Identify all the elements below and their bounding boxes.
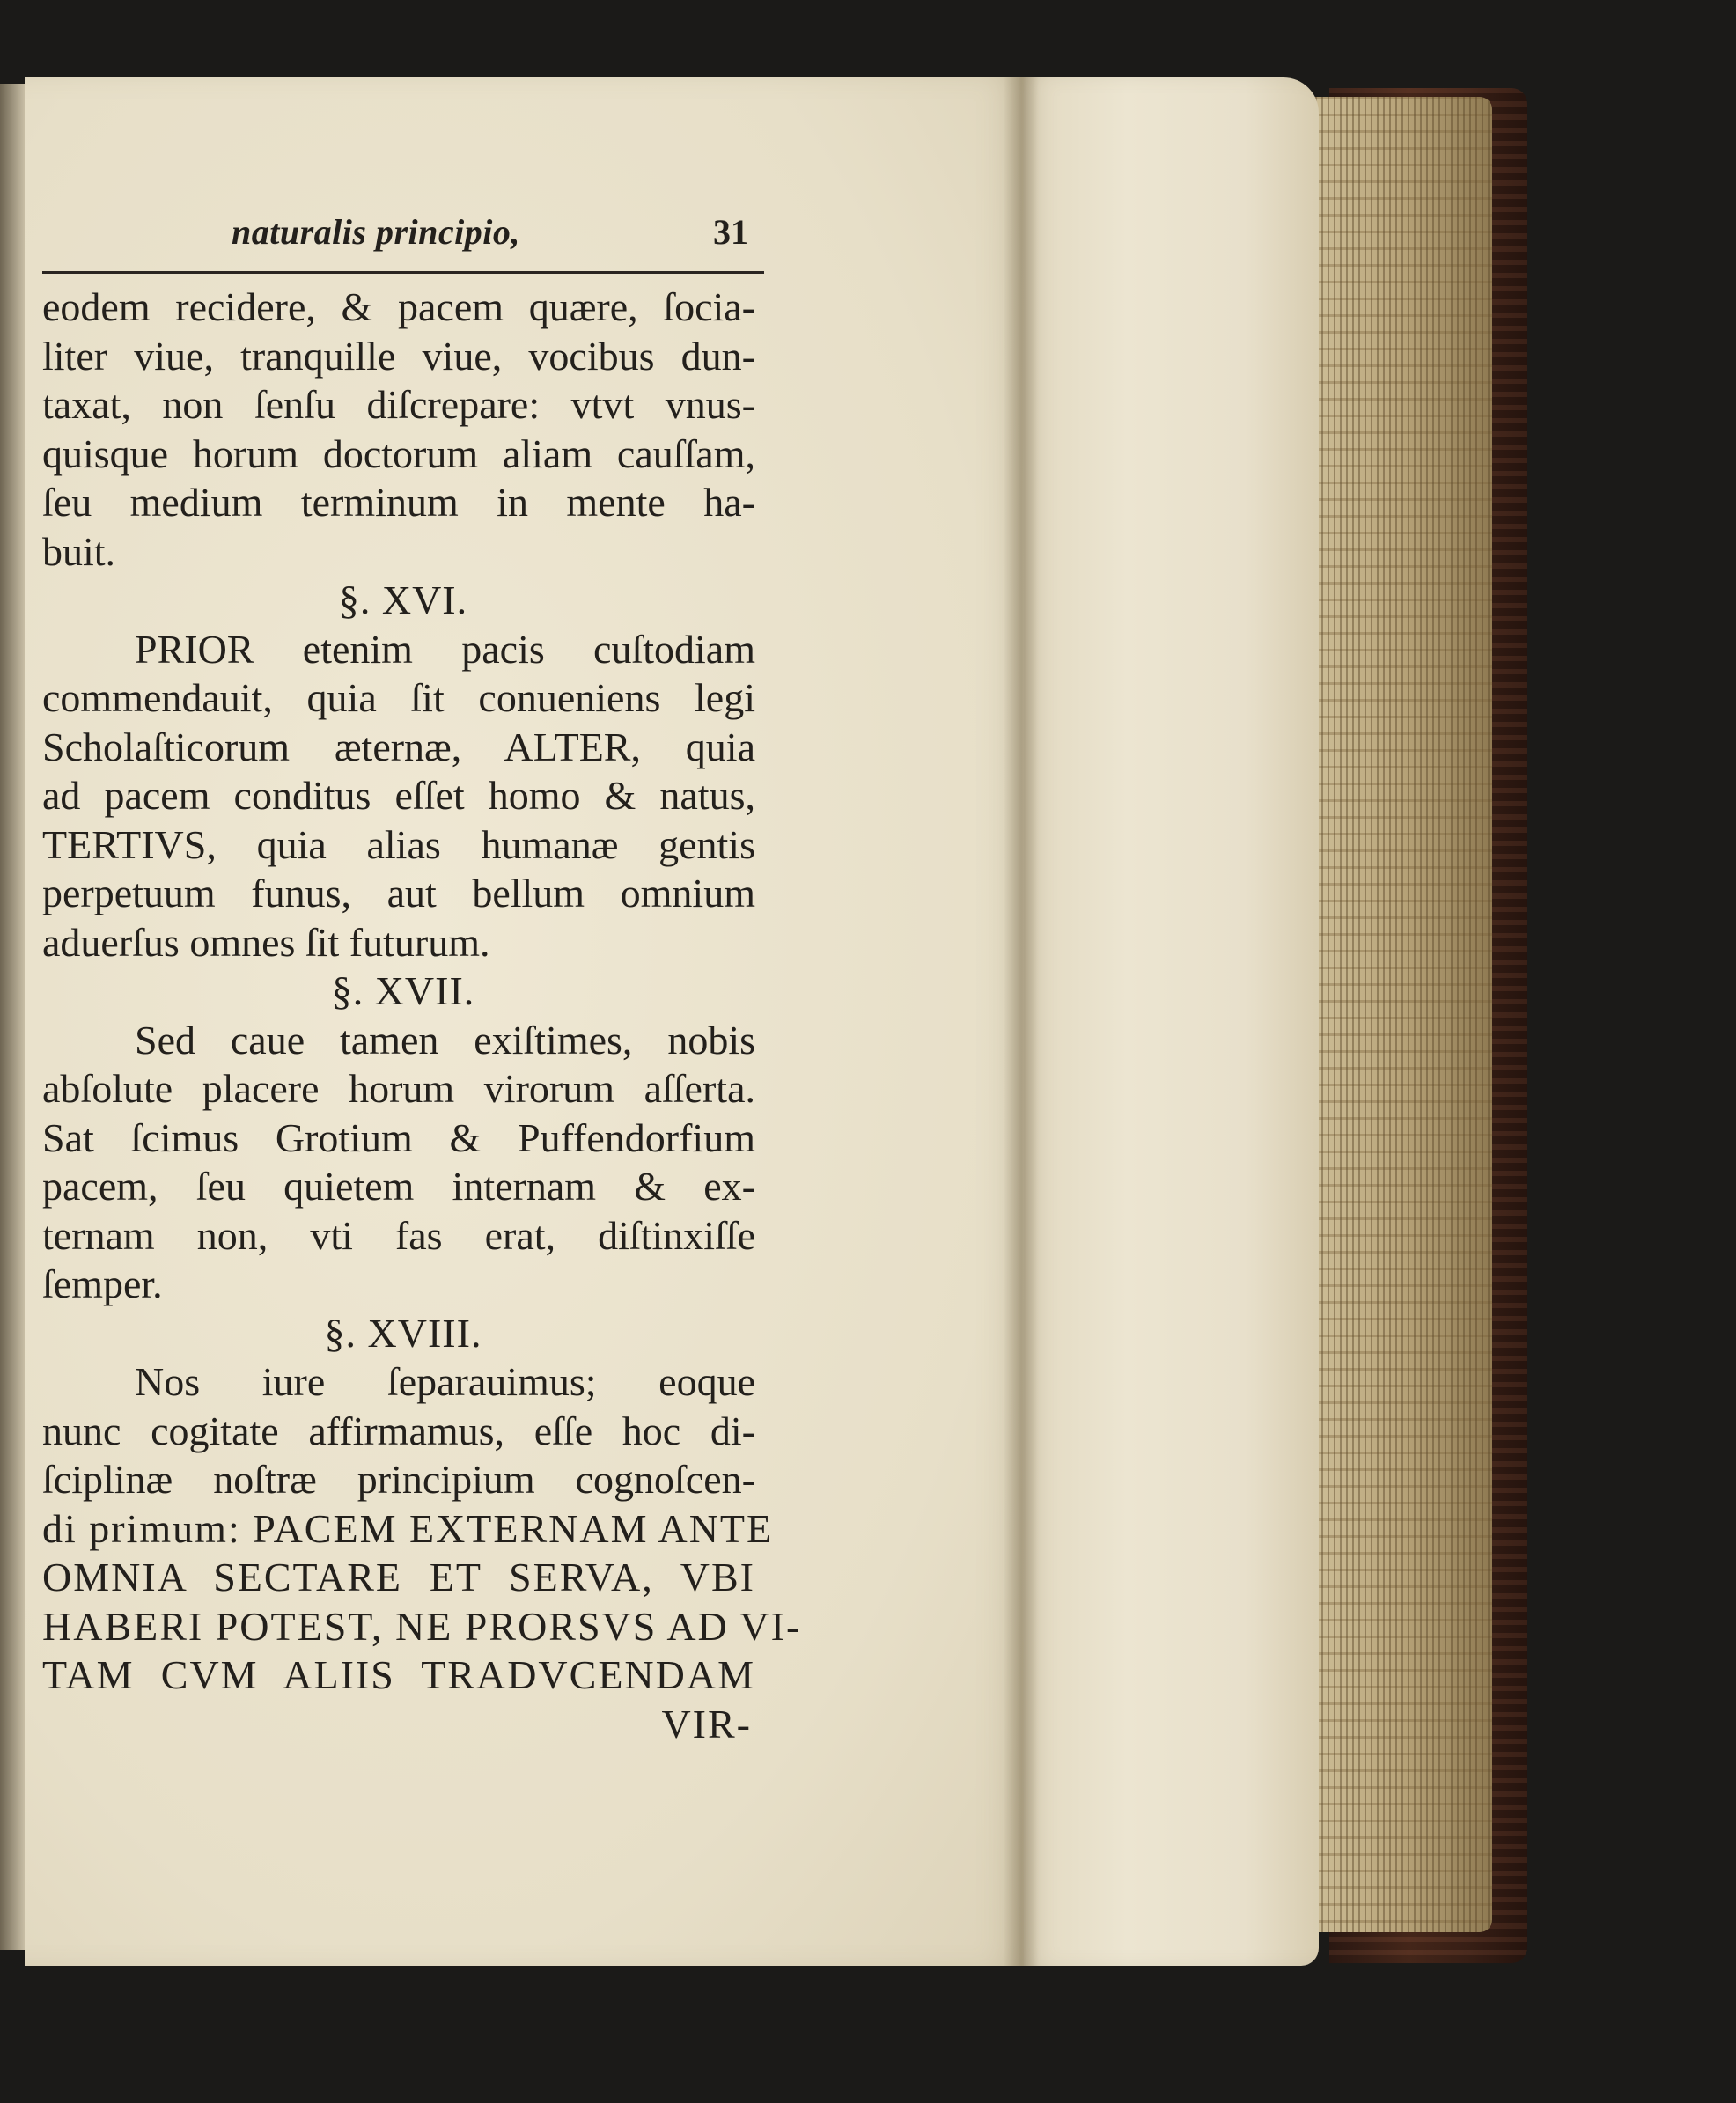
page-text-block: [42, 211, 802, 1748]
text-line: nunc cogitate affirmamus, eſſe hoc di-: [42, 1408, 755, 1453]
text-line: liter viue, tranquille viue, vocibus dun-: [42, 333, 755, 379]
catchword: VIR-: [661, 1701, 752, 1746]
text-line: taxat, non ſenſu diſcrepare: vtvt vnus-: [42, 382, 755, 427]
text-line: aduerſus omnes ſit futurum.: [42, 919, 490, 965]
text-line: buit.: [42, 528, 116, 574]
text-line: ſeu medium terminum in mente ha-: [42, 480, 755, 525]
text-line: Scholaſticorum æternæ, ALTER, quia: [42, 724, 755, 769]
text-line: OMNIA SECTARE ET SERVA, VBI: [42, 1555, 755, 1599]
text-line: PRIOR etenim pacis cuſtodiam: [135, 626, 755, 672]
header-rule: [42, 271, 764, 274]
text-line: Sat ſcimus Grotium & Puffendorfium: [42, 1114, 755, 1160]
page-edges: [1303, 97, 1492, 1932]
text-line: ſemper.: [42, 1261, 163, 1306]
text-line: Nos iure ſeparauimus; eoque: [135, 1359, 755, 1404]
text-line: perpetuum funus, aut bellum omnium: [42, 871, 755, 915]
text-line: TAM CVM ALIIS TRADVCENDAM: [42, 1652, 755, 1697]
text-line: pacem, ſeu quietem internam & ex-: [42, 1164, 755, 1209]
page-number: 31: [713, 212, 748, 252]
running-head: [42, 211, 755, 264]
section-heading-xvii: §. XVII.: [331, 968, 475, 1013]
text-line: Sed caue tamen exiſtimes, nobis: [135, 1017, 755, 1063]
text-line: abſolute placere horum virorum aſſerta.: [42, 1066, 755, 1111]
running-head-title: naturalis principio,: [232, 212, 520, 252]
text-line: eodem recidere, & pacem quære, ſocia-: [42, 284, 755, 329]
gutter-shadow: [1004, 77, 1039, 1966]
text-line: ſciplinæ noſtræ principium cognoſcen-: [42, 1457, 755, 1502]
section-heading-xvi: §. XVI.: [338, 577, 468, 622]
text-line: TERTIVS, quia alias humanæ gentis: [42, 821, 755, 867]
text-line: ad pacem conditus eſſet homo & natus,: [42, 773, 755, 818]
blank-facing-page: [1024, 77, 1319, 1966]
text-line: HABERI POTEST, NE PRORSVS AD VI-: [42, 1603, 802, 1649]
text-line: commendauit, quia ſit conueniens legi: [42, 675, 755, 720]
text-line: ternam non, vti fas erat, diſtinxiſſe: [42, 1212, 755, 1258]
text-line: di primum: PACEM EXTERNAM ANTE: [42, 1505, 774, 1551]
text-line: quisque horum doctorum aliam cauſſam,: [42, 430, 755, 476]
left-page-edge: [0, 84, 26, 1950]
section-heading-xviii: §. XVIII.: [324, 1310, 482, 1356]
